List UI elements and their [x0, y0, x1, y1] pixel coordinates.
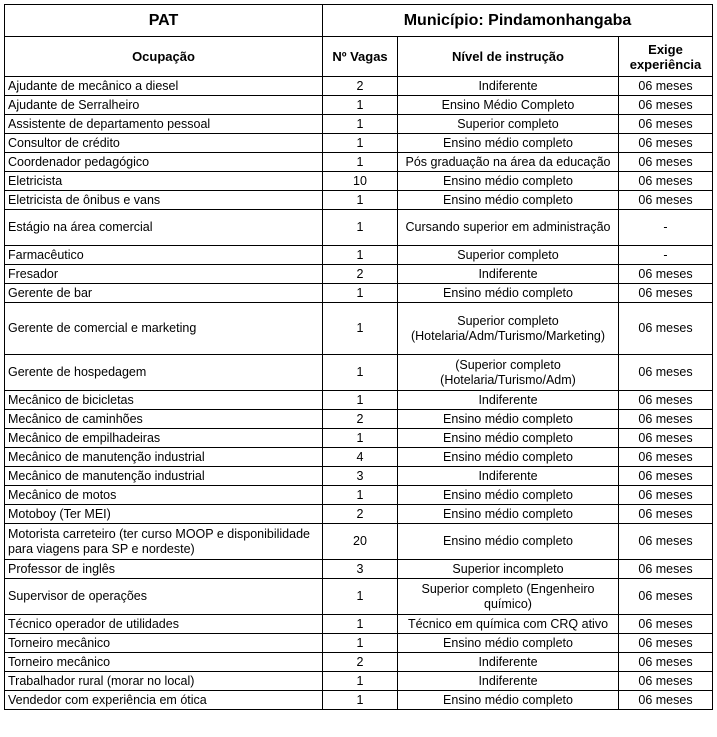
- cell-nivel: Superior completo: [398, 246, 619, 265]
- cell-nivel: Ensino médio completo: [398, 486, 619, 505]
- table-row: [5, 246, 713, 265]
- cell-nivel: Ensino médio completo: [398, 284, 619, 303]
- cell-nivel: Superior incompleto: [398, 560, 619, 579]
- table-row: [5, 467, 713, 486]
- cell-ocupacao: Ajudante de mecânico a diesel: [5, 77, 323, 96]
- table-row: [5, 96, 713, 115]
- table-row: [5, 284, 713, 303]
- column-header-experiencia: Exige experiência: [619, 37, 713, 77]
- cell-vagas: 4: [323, 448, 398, 467]
- cell-nivel: Ensino médio completo: [398, 134, 619, 153]
- table-row: [5, 191, 713, 210]
- table-row: [5, 265, 713, 284]
- cell-vagas: 10: [323, 172, 398, 191]
- column-header-row: [5, 37, 713, 77]
- cell-nivel: Pós graduação na área da educação: [398, 153, 619, 172]
- cell-nivel: Ensino médio completo: [398, 691, 619, 710]
- cell-nivel: Superior completo: [398, 115, 619, 134]
- cell-nivel: Ensino médio completo: [398, 172, 619, 191]
- table-row: [5, 134, 713, 153]
- cell-nivel: Indiferente: [398, 467, 619, 486]
- cell-nivel: Ensino médio completo: [398, 505, 619, 524]
- cell-vagas: 2: [323, 265, 398, 284]
- cell-experiencia: 06 meses: [619, 505, 713, 524]
- table-row: [5, 355, 713, 391]
- cell-vagas: 1: [323, 615, 398, 634]
- column-header-ocupacao: Ocupação: [5, 37, 323, 77]
- cell-experiencia: 06 meses: [619, 691, 713, 710]
- cell-vagas: 20: [323, 524, 398, 560]
- table-row: [5, 448, 713, 467]
- table-row: [5, 615, 713, 634]
- cell-vagas: 1: [323, 486, 398, 505]
- cell-experiencia: 06 meses: [619, 153, 713, 172]
- cell-vagas: 2: [323, 410, 398, 429]
- cell-experiencia: 06 meses: [619, 77, 713, 96]
- cell-ocupacao: Mecânico de caminhões: [5, 410, 323, 429]
- cell-nivel: Superior completo (Hotelaria/Adm/Turismo/Marketing): [398, 303, 619, 355]
- cell-vagas: 2: [323, 77, 398, 96]
- title-row: [5, 5, 713, 37]
- table-row: [5, 429, 713, 448]
- cell-vagas: 2: [323, 505, 398, 524]
- cell-vagas: 1: [323, 284, 398, 303]
- cell-experiencia: -: [619, 246, 713, 265]
- cell-ocupacao: Mecânico de manutenção industrial: [5, 467, 323, 486]
- cell-ocupacao: Torneiro mecânico: [5, 653, 323, 672]
- cell-experiencia: 06 meses: [619, 579, 713, 615]
- table-row: [5, 391, 713, 410]
- cell-nivel: Ensino médio completo: [398, 634, 619, 653]
- cell-ocupacao: Gerente de bar: [5, 284, 323, 303]
- column-header-vagas: Nº Vagas: [323, 37, 398, 77]
- cell-experiencia: 06 meses: [619, 560, 713, 579]
- cell-experiencia: 06 meses: [619, 615, 713, 634]
- cell-vagas: 1: [323, 429, 398, 448]
- cell-vagas: 1: [323, 191, 398, 210]
- cell-experiencia: 06 meses: [619, 672, 713, 691]
- cell-ocupacao: Motorista carreteiro (ter curso MOOP e disponibilidade para viagens para SP e nordeste): [5, 524, 323, 560]
- table-row: [5, 486, 713, 505]
- cell-ocupacao: Mecânico de bicicletas: [5, 391, 323, 410]
- table-row: [5, 634, 713, 653]
- municipality-title: Município: Pindamonhangaba: [323, 5, 713, 37]
- cell-nivel: Ensino Médio Completo: [398, 96, 619, 115]
- cell-nivel: Ensino médio completo: [398, 410, 619, 429]
- cell-experiencia: 06 meses: [619, 134, 713, 153]
- cell-experiencia: 06 meses: [619, 467, 713, 486]
- cell-nivel: Indiferente: [398, 672, 619, 691]
- cell-ocupacao: Trabalhador rural (morar no local): [5, 672, 323, 691]
- cell-nivel: Indiferente: [398, 77, 619, 96]
- cell-ocupacao: Mecânico de empilhadeiras: [5, 429, 323, 448]
- cell-experiencia: 06 meses: [619, 284, 713, 303]
- cell-nivel: Ensino médio completo: [398, 448, 619, 467]
- cell-experiencia: 06 meses: [619, 172, 713, 191]
- cell-experiencia: 06 meses: [619, 391, 713, 410]
- cell-ocupacao: Farmacêutico: [5, 246, 323, 265]
- table-row: [5, 653, 713, 672]
- cell-experiencia: 06 meses: [619, 115, 713, 134]
- cell-experiencia: 06 meses: [619, 96, 713, 115]
- cell-experiencia: 06 meses: [619, 265, 713, 284]
- cell-experiencia: 06 meses: [619, 429, 713, 448]
- cell-ocupacao: Consultor de crédito: [5, 134, 323, 153]
- cell-experiencia: 06 meses: [619, 303, 713, 355]
- cell-experiencia: 06 meses: [619, 448, 713, 467]
- cell-ocupacao: Mecânico de motos: [5, 486, 323, 505]
- table-row: [5, 505, 713, 524]
- cell-vagas: 1: [323, 691, 398, 710]
- cell-vagas: 1: [323, 355, 398, 391]
- cell-ocupacao: Professor de inglês: [5, 560, 323, 579]
- cell-ocupacao: Fresador: [5, 265, 323, 284]
- cell-ocupacao: Gerente de comercial e marketing: [5, 303, 323, 355]
- cell-experiencia: 06 meses: [619, 355, 713, 391]
- cell-nivel: Ensino médio completo: [398, 191, 619, 210]
- cell-ocupacao: Vendedor com experiência em ótica: [5, 691, 323, 710]
- table-row: [5, 115, 713, 134]
- cell-experiencia: 06 meses: [619, 410, 713, 429]
- cell-vagas: 1: [323, 672, 398, 691]
- cell-ocupacao: Técnico operador de utilidades: [5, 615, 323, 634]
- table-row: [5, 579, 713, 615]
- cell-nivel: Superior completo (Engenheiro químico): [398, 579, 619, 615]
- cell-ocupacao: Ajudante de Serralheiro: [5, 96, 323, 115]
- cell-vagas: 3: [323, 560, 398, 579]
- cell-ocupacao: Estágio na área comercial: [5, 210, 323, 246]
- table-row: [5, 410, 713, 429]
- cell-experiencia: 06 meses: [619, 634, 713, 653]
- pat-title: PAT: [5, 5, 323, 37]
- cell-nivel: Ensino médio completo: [398, 524, 619, 560]
- cell-experiencia: 06 meses: [619, 524, 713, 560]
- cell-vagas: 1: [323, 153, 398, 172]
- table-row: [5, 524, 713, 560]
- cell-nivel: Indiferente: [398, 265, 619, 284]
- cell-ocupacao: Mecânico de manutenção industrial: [5, 448, 323, 467]
- table-row: [5, 672, 713, 691]
- cell-experiencia: 06 meses: [619, 191, 713, 210]
- cell-nivel: Ensino médio completo: [398, 429, 619, 448]
- table-row: [5, 172, 713, 191]
- table-row: [5, 691, 713, 710]
- table-row: [5, 303, 713, 355]
- job-openings-table: [4, 4, 713, 710]
- cell-nivel: Indiferente: [398, 391, 619, 410]
- cell-nivel: Técnico em química com CRQ ativo: [398, 615, 619, 634]
- cell-ocupacao: Coordenador pedagógico: [5, 153, 323, 172]
- cell-vagas: 1: [323, 634, 398, 653]
- table-row: [5, 153, 713, 172]
- cell-ocupacao: Eletricista: [5, 172, 323, 191]
- cell-vagas: 1: [323, 391, 398, 410]
- cell-experiencia: 06 meses: [619, 653, 713, 672]
- cell-experiencia: 06 meses: [619, 486, 713, 505]
- cell-vagas: 1: [323, 115, 398, 134]
- cell-vagas: 1: [323, 210, 398, 246]
- cell-experiencia: -: [619, 210, 713, 246]
- cell-vagas: 1: [323, 246, 398, 265]
- cell-ocupacao: Assistente de departamento pessoal: [5, 115, 323, 134]
- cell-vagas: 1: [323, 303, 398, 355]
- cell-vagas: 2: [323, 653, 398, 672]
- cell-nivel: Cursando superior em administração: [398, 210, 619, 246]
- cell-ocupacao: Torneiro mecânico: [5, 634, 323, 653]
- table-row: [5, 210, 713, 246]
- cell-ocupacao: Supervisor de operações: [5, 579, 323, 615]
- cell-vagas: 1: [323, 134, 398, 153]
- column-header-nivel: Nível de instrução: [398, 37, 619, 77]
- cell-nivel: Indiferente: [398, 653, 619, 672]
- cell-ocupacao: Eletricista de ônibus e vans: [5, 191, 323, 210]
- cell-nivel: (Superior completo (Hotelaria/Turismo/Adm): [398, 355, 619, 391]
- cell-ocupacao: Motoboy (Ter MEI): [5, 505, 323, 524]
- cell-ocupacao: Gerente de hospedagem: [5, 355, 323, 391]
- cell-vagas: 1: [323, 96, 398, 115]
- cell-vagas: 3: [323, 467, 398, 486]
- cell-vagas: 1: [323, 579, 398, 615]
- table-row: [5, 77, 713, 96]
- table-row: [5, 560, 713, 579]
